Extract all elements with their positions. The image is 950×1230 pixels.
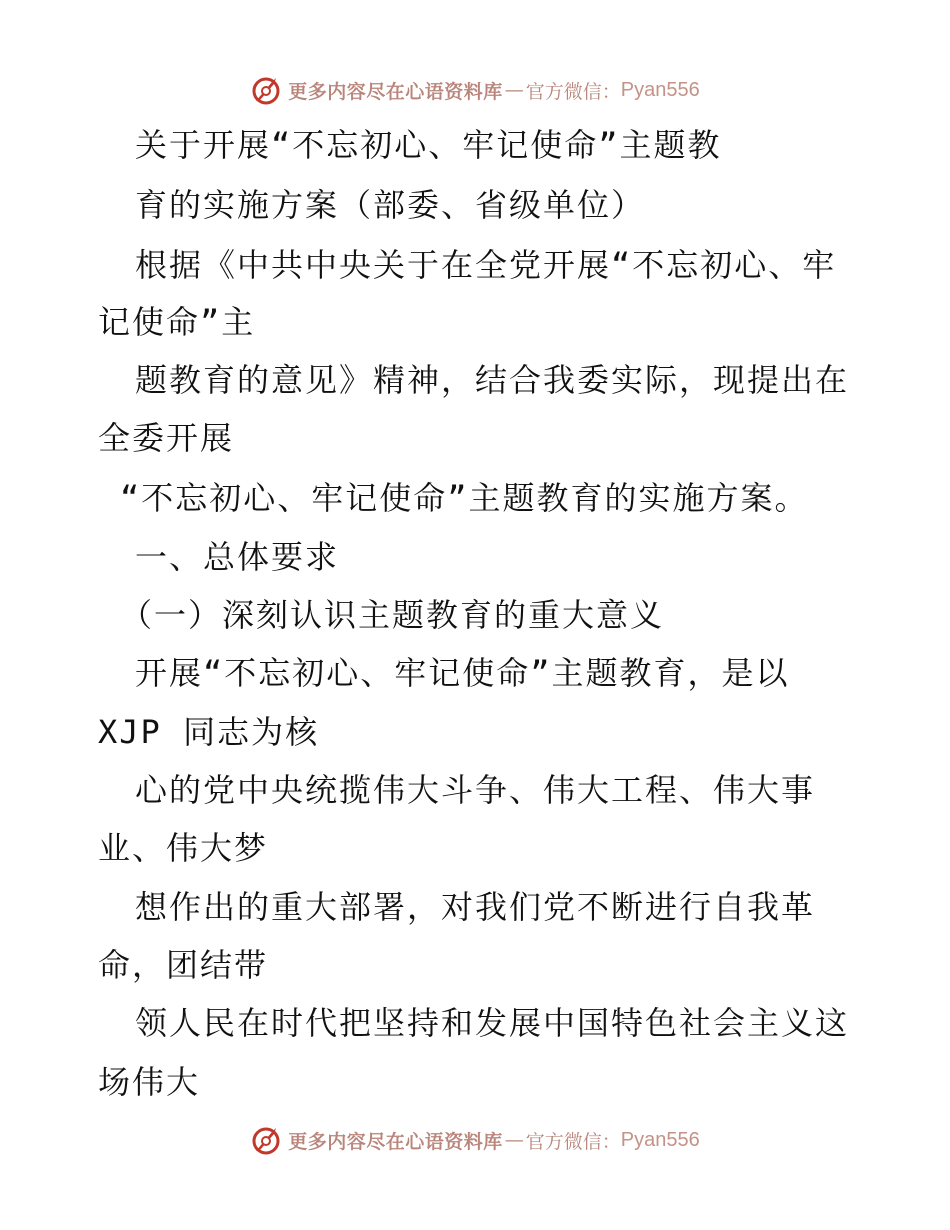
watermark-wechat-id: Pyan556 bbox=[620, 78, 700, 101]
doc-title-line-1: 关于开展“不忘初心、牢记使命”主题教 bbox=[135, 126, 722, 164]
header-watermark bbox=[0, 70, 950, 110]
watermark-dash: — bbox=[504, 1129, 524, 1151]
paragraph-line: 根据《中共中央关于在全党开展“不忘初心、牢 bbox=[135, 246, 837, 284]
doc-title-line-2: 育的实施方案（部委、省级单位） bbox=[135, 186, 646, 224]
paragraph-line: 想作出的重大部署，对我们党不断进行自我革 bbox=[135, 888, 816, 926]
feather-seal-icon bbox=[250, 1124, 282, 1156]
paragraph-line: XJP 同志为核 bbox=[98, 713, 320, 751]
paragraph-line: 开展“不忘初心、牢记使命”主题教育，是以 bbox=[135, 654, 790, 692]
watermark-dash: — bbox=[504, 79, 524, 101]
paragraph-line: “不忘初心、牢记使命”主题教育的实施方案。 bbox=[120, 479, 809, 517]
feather-seal-icon bbox=[250, 74, 282, 106]
watermark-text: 更多内容尽在心语资料库 bbox=[288, 80, 503, 103]
watermark-wechat-label: 官方微信： bbox=[525, 80, 621, 103]
section-heading: 一、总体要求 bbox=[135, 538, 340, 576]
paragraph-line: 场伟大 bbox=[98, 1063, 201, 1101]
paragraph-line: 题教育的意见》精神，结合我委实际，现提出在 bbox=[135, 361, 850, 399]
watermark-text: 更多内容尽在心语资料库 bbox=[288, 1130, 503, 1153]
paragraph-line: 命，团结带 bbox=[98, 946, 269, 984]
paragraph-line: 业、伟大梦 bbox=[98, 829, 269, 867]
watermark-wechat-label: 官方微信： bbox=[525, 1130, 621, 1153]
paragraph-line: 领人民在时代把坚持和发展中国特色社会主义这 bbox=[135, 1004, 850, 1042]
subsection-heading: （一）深刻认识主题教育的重大意义 bbox=[120, 596, 665, 634]
watermark-wechat-id: Pyan556 bbox=[620, 1128, 700, 1151]
footer-watermark bbox=[0, 1120, 950, 1160]
paragraph-line: 心的党中央统揽伟大斗争、伟大工程、伟大事 bbox=[135, 771, 816, 809]
paragraph-line: 记使命”主 bbox=[98, 303, 256, 341]
paragraph-line: 全委开展 bbox=[98, 419, 235, 457]
